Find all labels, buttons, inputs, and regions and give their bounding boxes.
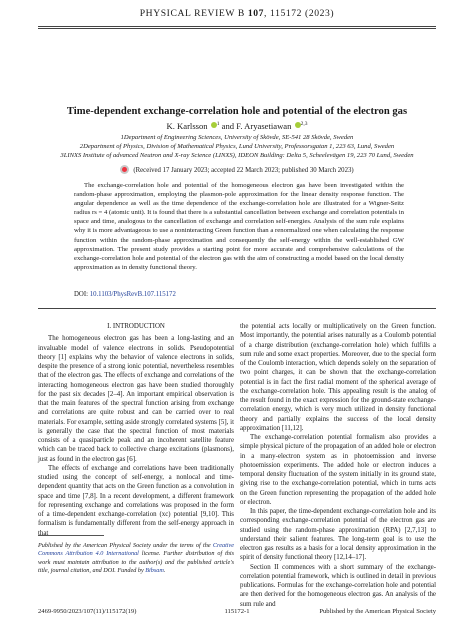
- footnote-end: .: [163, 567, 166, 575]
- author-list: [38, 121, 436, 131]
- author-conjunction: and: [221, 121, 235, 131]
- paragraph: In this paper, the time-dependent exchange-correlation hole and its corresponding exchange-correlation potential of the electron gas are studied using the random-phase approximation (RPA) [2,7,13] to understand their salient features. The long-term goal is to use the electron gas results as a basis for a local density approximation in the spirit of density functional theory [12,14–17].: [240, 508, 436, 562]
- license-footnote: [38, 542, 234, 576]
- paragraph: The homogeneous electron gas has been a long-lasting and an invaluable model of valence electrons in solids. Pseudopotential theory [1] explains why the behavior of valence electrons in solids, despite the presence of a strong ionic potential, nevertheless resembles that of the electron gas. The effects of exchange and correlations of the interacting homogeneous electron gas have been studied thoroughly for the past six decades [2–4]. An important empirical observation is that the main features of the spectral function arising from exchange and correlations are quite robust and can be carried over to real materials. For example, setting aside strongly correlated systems [5], it is generally the case that the spectral function of most materials consists of a quasiparticle peak and an incoherent satellite feature which can be traced back to collective charge excitations (plasmons), just as found in the electron gas [6].: [38, 335, 234, 463]
- page-number: 115172-1: [224, 608, 250, 615]
- journal-name: PHYSICAL REVIEW B: [139, 8, 245, 19]
- article-citation: 115172 (2023): [270, 8, 335, 19]
- footer-publisher: Published by the American Physical Society: [319, 608, 436, 615]
- footnote-rule: [38, 535, 104, 536]
- journal-header: PHYSICAL REVIEW B 107, 115172 (2023): [139, 8, 335, 19]
- author-name[interactable]: F. Aryasetiawan: [236, 121, 292, 131]
- funder-link[interactable]: Bibsam: [145, 567, 164, 575]
- affiliation-marker: 2,3: [300, 121, 308, 128]
- left-column: [38, 322, 234, 538]
- footnote-text: license. Further distribution of this work must maintain attribution to the author(s) and the published article's title, journal citation, and DOI. Funded by: [38, 550, 235, 575]
- affiliation: 2Department of Physics, Division of Mathematical Physics, Lund University, Professorsgatan 1, 223 63, Lund, Sweden: [79, 143, 395, 150]
- doi-label: DOI:: [74, 291, 88, 298]
- affiliation-marker: 1: [216, 121, 220, 128]
- footnote-text: Published by the American Physical Society under the terms of the: [38, 542, 211, 549]
- publication-dates: [38, 165, 436, 174]
- dates-text: (Received 17 January 2023; accepted 22 March 2023; published 30 March 2023): [133, 167, 354, 174]
- journal-volume: 107: [247, 8, 265, 19]
- doi: [74, 291, 404, 298]
- article-title: Time-dependent exchange-correlation hole and potential of the electron gas: [66, 106, 408, 117]
- crossmark-icon[interactable]: [120, 165, 129, 174]
- author-name[interactable]: K. Karlsson: [166, 121, 208, 131]
- paragraph: The effects of exchange and correlations have been traditionally studied using the concept of self-energy, a nonlocal and time-dependent quantity that acts on the Green function as a convolution in space and time [7,8]. In a recent development, a different framework for representing exchange and correlations was proposed in the form of a time-dependent exchange-correlation (xc) potential [9,10]. This formalism is fundamentally different from the self-energy approach in that: [38, 464, 234, 537]
- abstract-rule: [38, 308, 436, 309]
- affiliation: 3LINXS Institute of advanced Neutron and X-ray Science (LINXS), IDEON Building: Delta 5, Scheelevägen 19, 223 70 Lund, Sweden: [60, 152, 414, 159]
- paragraph: Section II commences with a short summary of the exchange-correlation potential framework, which is outlined in detail in previous publications. Formulas for the exchange-correlation hole and potential are then derived for the homogeneous electron gas. An analysis of the sum rule and: [240, 563, 436, 608]
- footer-issn: 2469-9950/2023/107(11)/115172(19): [38, 608, 137, 615]
- doi-link[interactable]: 10.1103/PhysRevB.107.115172: [89, 291, 176, 298]
- paragraph: the potential acts locally or multiplicatively on the Green function. Most importantly, the potential arises naturally as a Coulomb potential of a charge distribution (exchange-correlation hole) which fulfills a sum rule and some exact properties. Moreover, due to the special form of the Coulomb interaction, which depends solely on the separation of two point charges, it can be shown that the exchange-correlation potential is in fact the first radial moment of the spherical average of the exchange-correlation hole. This appealing result is the analog of the result found in the exact expression for the ground-state exchange-correlation energy, which is very much utilized in density functional theory and partially explains the success of the local density approximation [11,12].: [240, 323, 436, 432]
- section-heading: I. INTRODUCTION: [107, 323, 165, 330]
- license-link[interactable]: Creative Commons Attribution 4.0 International: [38, 542, 234, 558]
- header-rule: [38, 26, 436, 27]
- header-rule-secondary: [38, 28, 436, 29]
- abstract: The exchange-correlation hole and potential of the homogeneous electron gas have been investigated within the random-phase approximation, employing the plasmon-pole approximation for the linear density response function. The angular dependence as well as the time dependence of the exchange-correlation hole are illustrated for a Wigner-Seitz radius rs = 4 (atomic unit). It is found that there is a substantial cancellation between exchange and correlation potentials in space and time, analogous to the cancellation of exchange and correlation self-energies. Analysis of the sum rule explains why it is more advantageous to use a noninteracting Green function than a renormalized one when calculating the response function within the random-phase approximation and consequently the self-energy within the well-established GW approximation. The present study provides a starting point for more accurate and comprehensive calculations of the exchange-correlation hole and potential of the electron gas with the aim of constructing a model based on the local density approximation as in density functional theory.: [74, 182, 404, 271]
- right-column: [240, 322, 436, 609]
- affiliation: 1Department of Engineering Sciences, University of Skövde, SE-541 28 Skövde, Sweden: [120, 134, 354, 141]
- paragraph: The exchange-correlation potential formalism also provides a simple physical picture of the propagation of an added hole or electron in a many-electron system as in photoemission and inverse photoemission experiments. The added hole or electron induces a temporal density fluctuation of the system initially in its ground state, giving rise to the exchange-correlation potential, which in turns acts on the Green function representing the propagation of the added hole or electron.: [240, 434, 436, 506]
